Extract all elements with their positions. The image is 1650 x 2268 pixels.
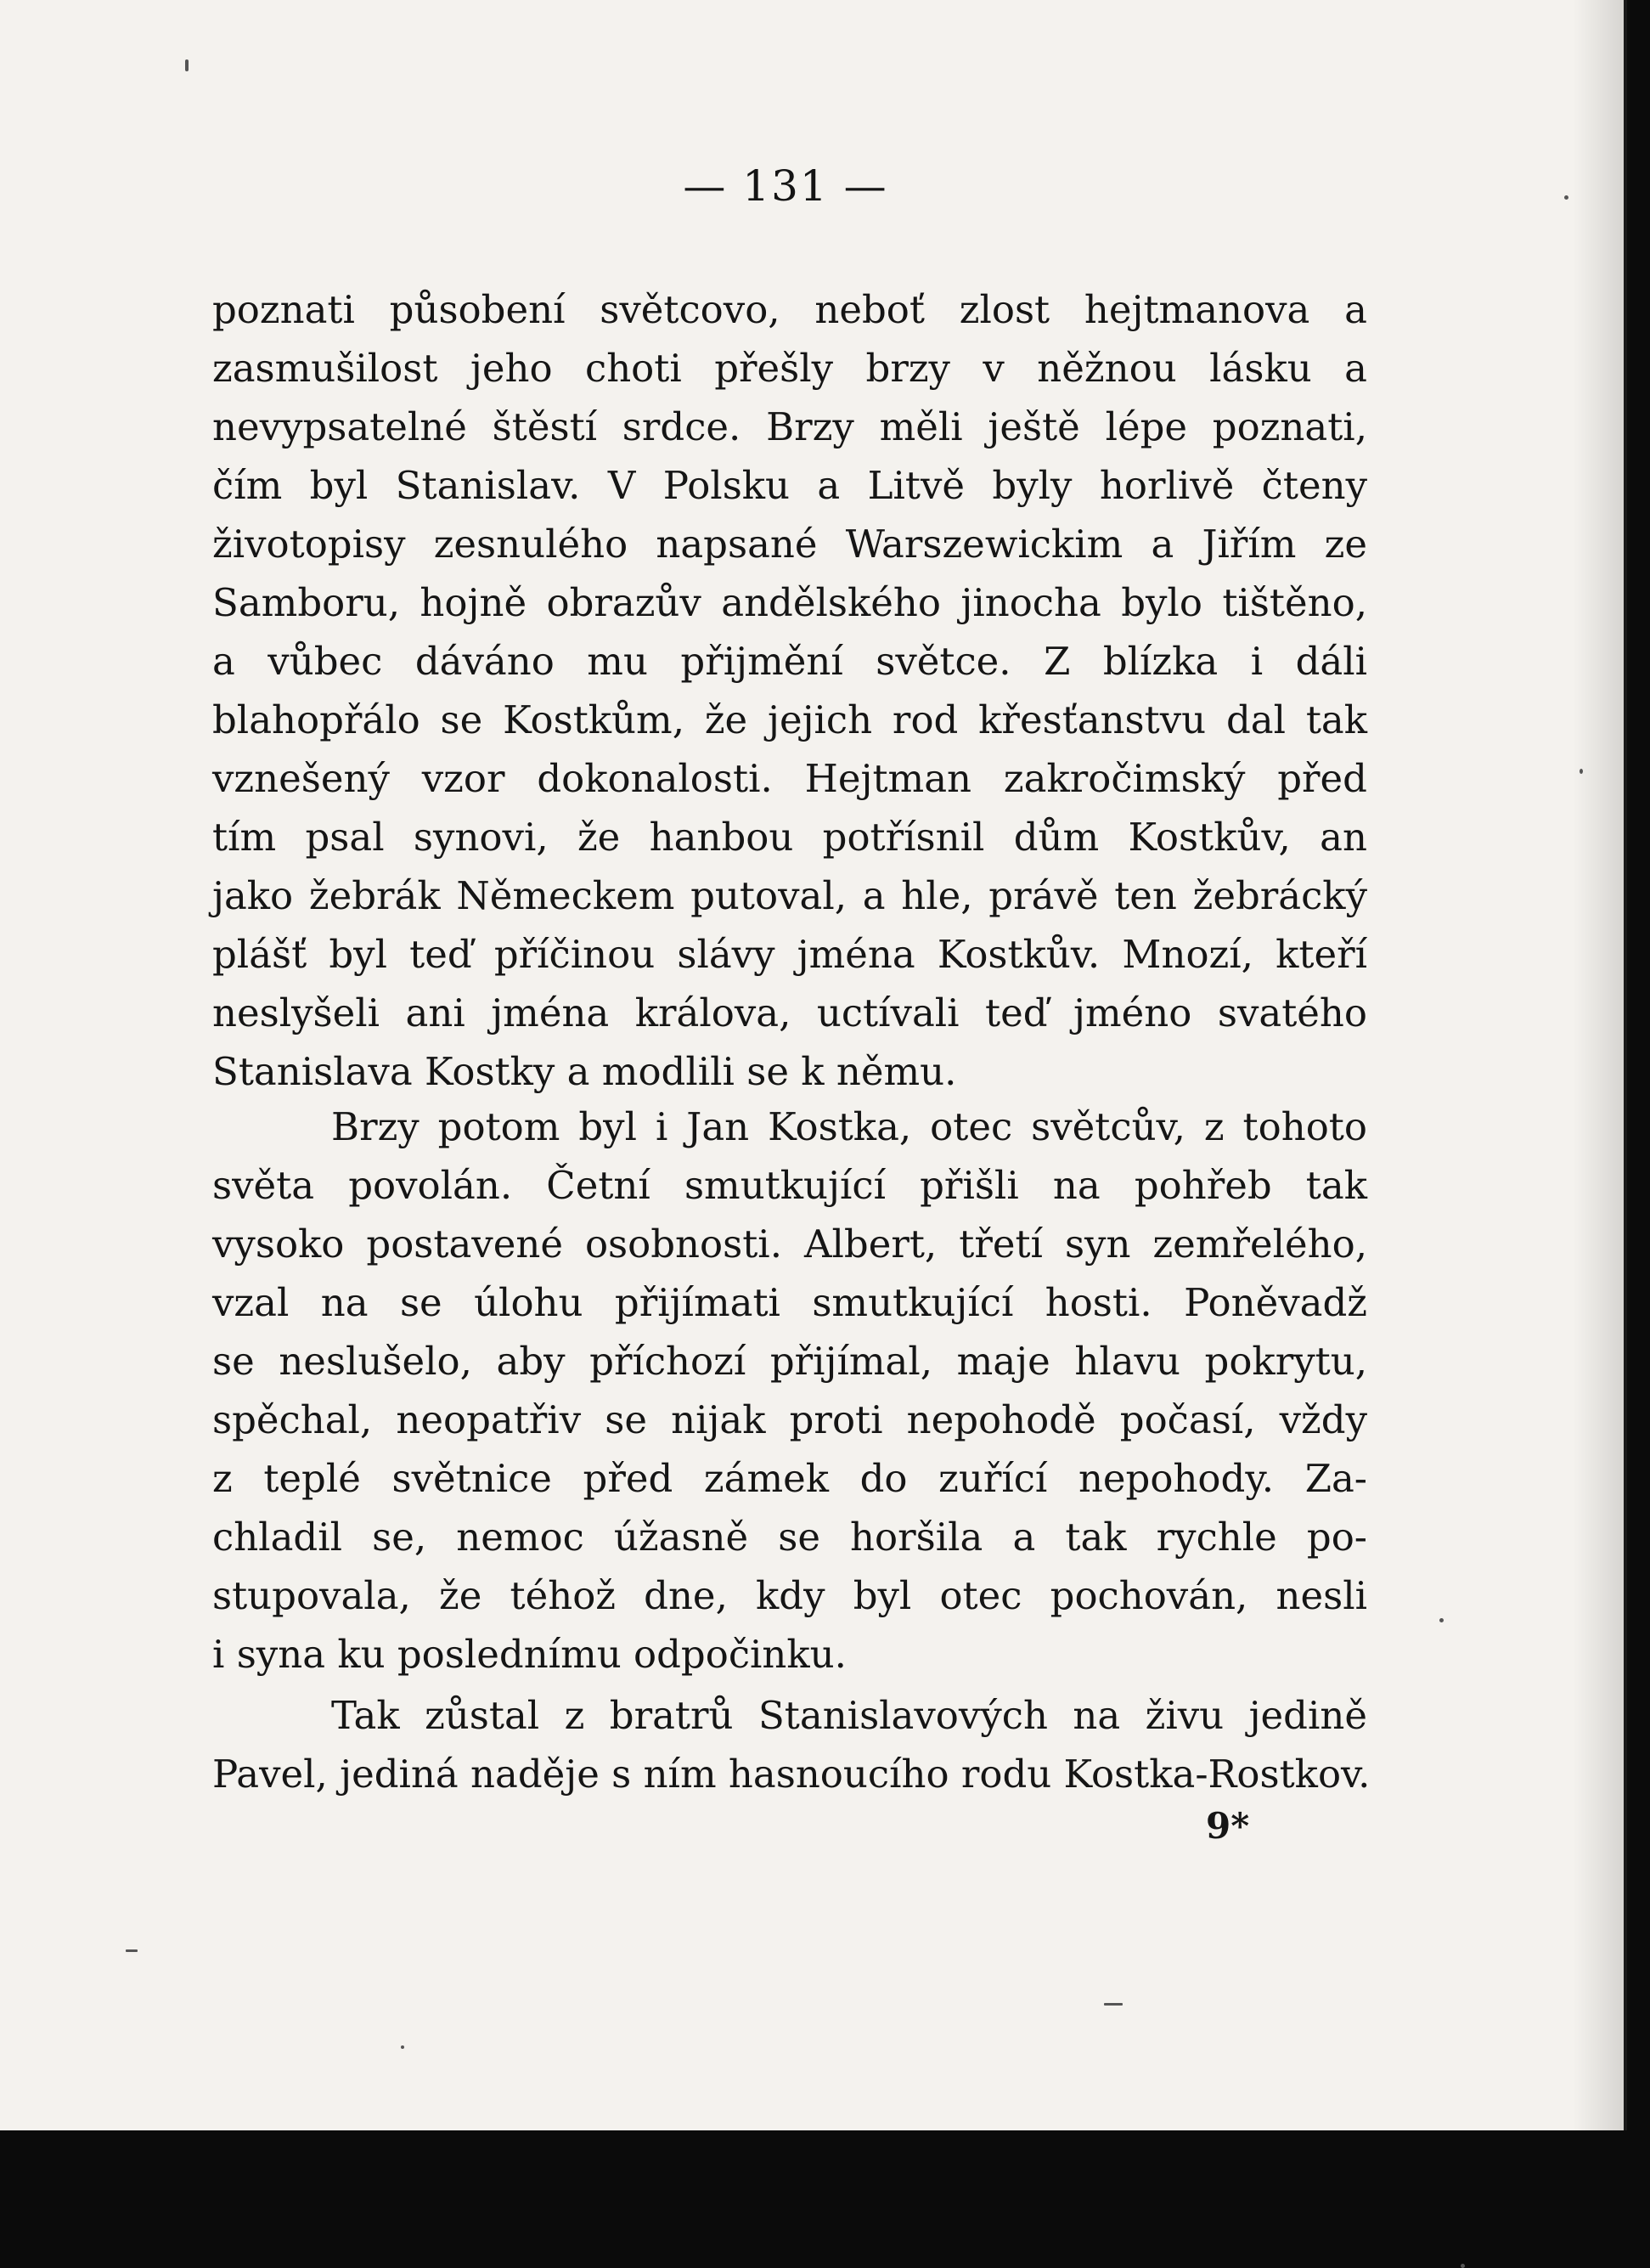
page-number: — 131 — [683, 161, 888, 211]
scan-speck [401, 2045, 404, 2049]
signature-mark: 9* [1206, 1805, 1250, 1847]
scan-speck [1104, 2003, 1123, 2006]
text-line: neslyšeli ani jména králova, uctívali teď jméno svatého [212, 990, 1367, 1035]
scan-speck [185, 59, 189, 71]
text-line: Tak zůstal z bratrů Stanislavových na živu jedině [331, 1693, 1367, 1738]
text-line: čím byl Stanislav. V Polsku a Litvě byly horlivě čteny [212, 463, 1367, 508]
text-line: vysoko postavené osobnosti. Albert, třetí syn zemřelého, [212, 1221, 1367, 1267]
text-line: poznati působení světcovo, neboť zlost hejtmanova a [212, 287, 1367, 332]
paragraph-1 [212, 280, 1367, 1101]
scan-speck [1580, 769, 1583, 774]
text-line: Brzy potom byl i Jan Kostka, otec světcův, z tohoto [331, 1104, 1367, 1149]
text-line: spěchal, neopatřiv se nijak proti nepohodě počasí, vždy [212, 1397, 1367, 1442]
text-line: Pavel, jediná naděje s ním hasnoucího rodu Kostka-Rostkov. [212, 1752, 1371, 1797]
text-line: vzal na se úlohu přijímati smutkující hosti. Poněvadž [212, 1280, 1367, 1325]
paragraph-3 [212, 1686, 1371, 1803]
text-line: Samboru, hojně obrazův andělského jinocha bylo tištěno, [212, 580, 1367, 625]
scan-speck [1564, 195, 1568, 200]
text-line: nevypsatelné štěstí srdce. Brzy měli ještě lépe poznati, [212, 404, 1367, 449]
text-line: Stanislava Kostky a modlili se k němu. [212, 1049, 957, 1094]
text-line: tím psal synovi, že hanbou potřísnil dům Kostkův, an [212, 815, 1367, 860]
text-line: se neslušelo, aby příchozí přijímal, maje hlavu pokrytu, [212, 1339, 1367, 1384]
text-line: stupovala, že téhož dne, kdy byl otec pochován, nesli [212, 1573, 1367, 1618]
text-line: životopisy zesnulého napsané Warszewickim a Jiřím ze [212, 522, 1367, 567]
paragraph-2 [212, 1097, 1367, 1684]
scan-speck [1439, 1618, 1444, 1622]
text-line: blahopřálo se Kostkům, že jejich rod křesťanstvu dal tak [212, 697, 1367, 742]
text-line: jako žebrák Německem putoval, a hle, právě ten žebrácký [212, 873, 1367, 918]
text-line: z teplé světnice před zámek do zuřící nepohody. Za- [212, 1456, 1367, 1501]
text-line: i syna ku poslednímu odpočinku. [212, 1632, 847, 1677]
text-line: vznešený vzor dokonalosti. Hejtman zakročimský před [212, 756, 1367, 801]
scan-speck [126, 1949, 138, 1952]
text-line: světa povolán. Četní smutkující přišli na pohřeb tak [212, 1163, 1367, 1208]
text-line: plášť byl teď příčinou slávy jména Kostkův. Mnozí, kteří [212, 932, 1367, 977]
scan-speck [1461, 2264, 1465, 2268]
text-line: zasmušilost jeho choti přešly brzy v něžnou lásku a [212, 346, 1367, 391]
text-line: a vůbec dáváno mu přijmění světce. Z blízka i dáli [212, 639, 1367, 684]
text-line: chladil se, nemoc úžasně se horšila a tak rychle po- [212, 1515, 1367, 1560]
